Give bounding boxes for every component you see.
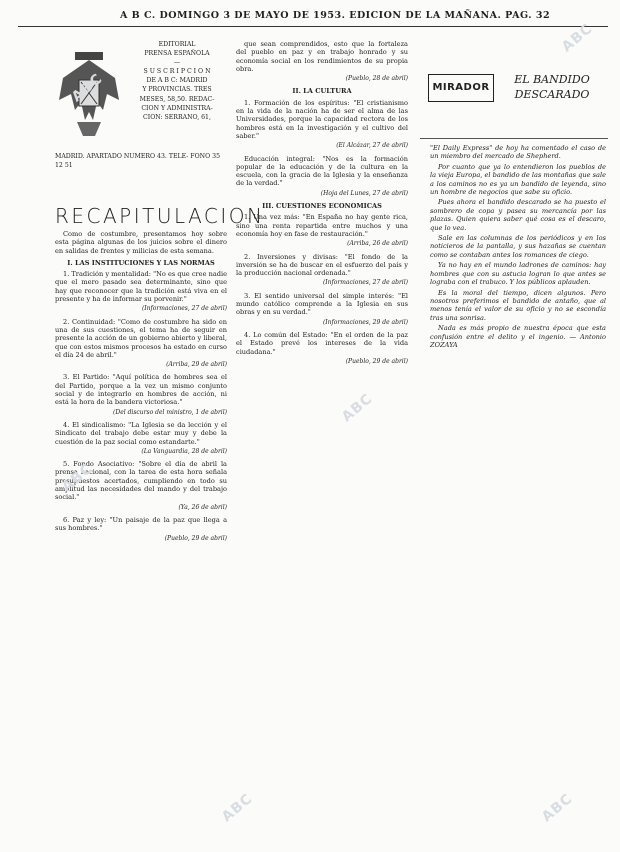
- header-rule: [18, 26, 608, 27]
- paragraph: 3. El Partido: "Aquí política de hombres sea el del Partido, porque a la vez un mismo conjunto social y de integrarlo en hombres de acción, ni está la hora de la bandera victoriosa.": [55, 373, 227, 407]
- paragraph: Ya no hay en el mundo ladrones de caminos: hay hombres que con su astucia logran lo que antes se lograba con el trabuco. Y los públicos aplauden.: [430, 261, 606, 287]
- page-header: A B C. DOMINGO 3 DE MAYO DE 1953. EDICION DE LA MAÑANA. PAG. 32: [120, 10, 551, 21]
- citation: (Pueblo, 29 de abril): [164, 534, 227, 542]
- citation: (Hoja del Lunes, 27 de abril): [320, 189, 408, 197]
- watermark: ABC: [58, 460, 96, 496]
- paragraph: 3. El sentido universal del simple interés: "El mundo católico comprende a la Iglesia en sus obras y en su verdad.": [236, 291, 408, 317]
- subscription-box: [55, 40, 265, 230]
- paragraph: Nada es más propio de nuestra época que esta confusión entre el delito y el ingenio. — Antonio ZOZAYA: [430, 324, 606, 349]
- column-1: [55, 230, 227, 826]
- paragraph: 1. Tradición y mentalidad: "No es que cree nadie que el mero pasado sea determinante, sino que hay que reconocer que la tradición está viva en el presente y ha de informar su porvenir.": [55, 270, 227, 304]
- paragraph: 1. Una vez más: "En España no hay gente rica, sino una renta repartida entre muchos y una economía hoy en fase de restauración.": [236, 213, 408, 238]
- paragraph: Como de costumbre, presentamos hoy sobre esta página algunas de los juicios sobre el dinero en salidas de frentes y milicias de esta semana.: [55, 230, 227, 255]
- citation: (La Vanguardia, 28 de abril): [141, 447, 227, 455]
- recap-title: RECAPITULACION: [55, 204, 265, 228]
- paragraph: Por cuanto que ya lo entendieron los pueblos de la vieja Europa, el bandido de las montañas que sale a los caminos no es ya un bandido de leyenda, sino un hombre de negocios que sabe su oficio.: [430, 162, 606, 197]
- watermark: ABC: [338, 390, 376, 426]
- watermark: ABC: [218, 790, 256, 826]
- sub-line: —: [173, 59, 181, 67]
- sub-line: Y PROVINCIAS. TRES: [142, 86, 212, 94]
- paragraph: 1. Formación de los espíritus: "El cristianismo en la vida de la nación ha de ser el alma de las Universidades, porque la capacidad rectora de los hombres está en la investigación y el cultivo del saber.": [236, 98, 408, 140]
- section-heading: I. LAS INSTITUCIONES Y LAS NORMAS: [67, 258, 215, 267]
- citation: (Informaciones, 27 de abril): [322, 279, 408, 287]
- paragraph: 5. Fondo Asociativo: "Sobre el día de abril la prensa nacional, con la tarea de esta hora señala presupuestos acertados, cumpliendo en todo su amplitud las necesidades del mando y del trabajo social.": [55, 460, 227, 502]
- citation: (Pueblo, 29 de abril): [345, 357, 408, 365]
- section-heading: III. CUESTIONES ECONOMICAS: [262, 202, 382, 211]
- paragraph: 4. El sindicalismo: "La Iglesia se da lección y el Sindicato del trabajo debe estar muy y debe la cuestión de la paz social como estandarte.": [55, 420, 227, 446]
- paragraph: 2. Continuidad: "Como de costumbre ha sido en una de sus cuestiones, el tema ha de seguir en presente la acción de un gobierno abierto y liberal, que con estos mismos procesos ha estado en curso el día 24 de abril.": [55, 317, 227, 359]
- sub-line: DE A B C: MADRID: [146, 77, 208, 85]
- paragraph: Sale en las columnas de los periódicos y en los noticieros de la pantalla, y sus hazañas se cuentan como se contaban antes los romances de ciego.: [430, 234, 606, 259]
- paragraph: 6. Paz y ley: "Un paisaje de la paz que llega a sus hombres.": [55, 515, 227, 533]
- sub-line: CION Y ADMINISTRA-: [141, 104, 213, 112]
- paragraph: Pues ahora el bandido descarado se ha puesto el sombrero de copa y pasea su mercancía por las plazas. Quien quiera saber qué cosa es el descaro, que lo vea.: [430, 198, 606, 232]
- mirador-title: EL BANDIDO DESCARADO: [514, 73, 590, 101]
- sub-line: CION: SERRANO, 61,: [143, 113, 211, 121]
- watermark: ABC: [68, 70, 106, 106]
- sub-line: S U S C R I P C I O N: [143, 68, 211, 76]
- subscription-text: [127, 40, 227, 122]
- watermark: ABC: [558, 20, 596, 56]
- subscription-tail: MADRID. APARTADO NUMERO 43. TELE- FONO 35 12 51: [55, 153, 220, 170]
- paragraph: que sean comprendidos, esto que la fortaleza del pueblo en paz y en trabajo honrado y su economía social en los rendimientos de su propia obra.: [236, 40, 408, 73]
- mirador-lead: "El Daily Express" de hoy ha comentado el caso de un miembro del mercado de Shepherd.: [430, 144, 606, 161]
- citation: (Pueblo, 28 de abril): [345, 75, 408, 83]
- citation: (Arriba, 29 de abril): [166, 361, 227, 369]
- sub-line: MESES, 58,50. REDAC-: [139, 95, 215, 103]
- sub-line: PRENSA ESPAÑOLA: [144, 50, 210, 58]
- section-heading: II. LA CULTURA: [292, 87, 352, 96]
- citation: (El Alcázar, 27 de abril): [336, 142, 408, 150]
- citation: (Ya, 26 de abril): [178, 503, 227, 511]
- watermark: ABC: [538, 790, 576, 826]
- mirador-header: [420, 68, 608, 139]
- paragraph: Es la moral del tiempo, dicen algunos. Pero nosotros preferimos el bandido de antaño, que al menos tenía el valor de su oficio y no se escondía tras una sonrisa.: [430, 288, 606, 322]
- citation: (Informaciones, 29 de abril): [322, 318, 408, 326]
- paragraph: 4. Lo común del Estado: "En el orden de la paz el Estado prevé los intereses de la vida ciudadana.": [236, 330, 408, 356]
- citation: (Del discurso del ministro, 1 de abril): [113, 408, 227, 416]
- mirador-body: [430, 144, 606, 351]
- mirador-tag: MIRADOR: [428, 74, 494, 102]
- paragraph: 2. Inversiones y divisas: "El fondo de la inversión se ha de buscar en el esfuerzo del país y la producción nacional ordenada.": [236, 252, 408, 278]
- citation: (Arriba, 26 de abril): [347, 240, 408, 248]
- paragraph: Educación integral: "Nos es la formación popular de la educación y de la cultura en la escuela, con la gracia de la Iglesia y la enseñanza de la verdad.": [236, 154, 408, 188]
- sub-line: EDITORIAL: [158, 41, 196, 48]
- column-2: [236, 40, 408, 826]
- citation: (Informaciones, 27 de abril): [141, 305, 227, 313]
